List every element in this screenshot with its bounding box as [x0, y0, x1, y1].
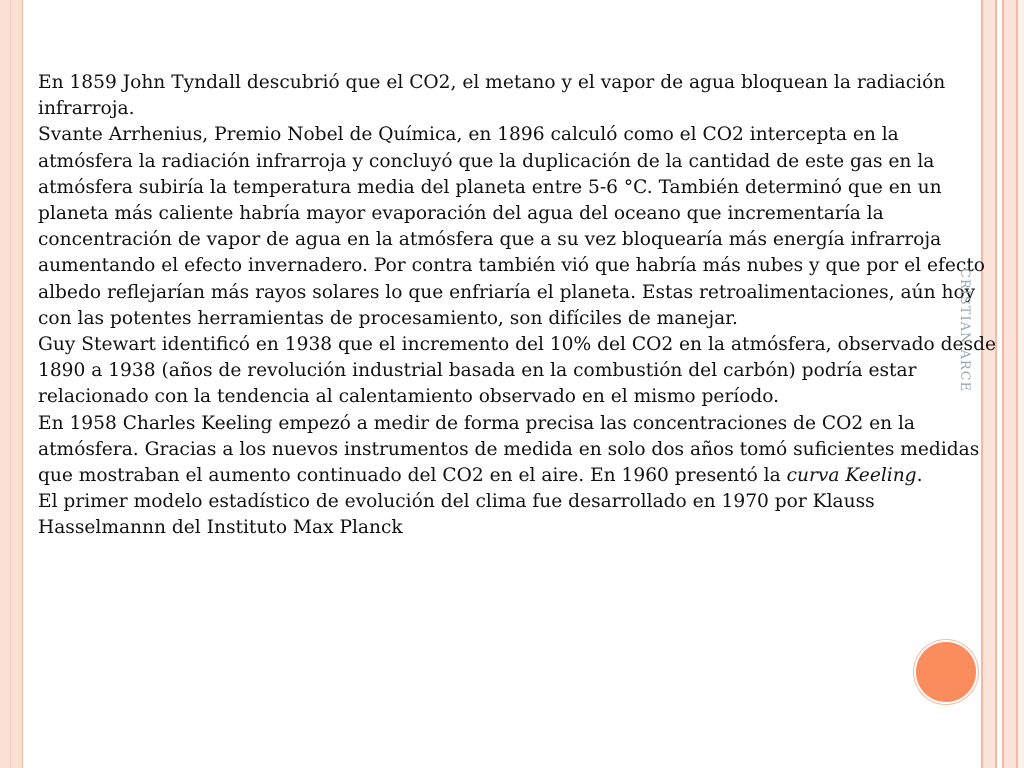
vertical-author-label: CRISTIAN ARCE	[957, 268, 972, 393]
keeling-text: En 1958 Charles Keeling empezó a medir de forma precisa las concentraciones de CO2 en la atmósfera. Gracias a los nuevos instrumentos de medida en solo dos años tomó suficientes medidas que mostraban el aumento continuado del CO2 en el aire. En 1960 presentó la	[38, 412, 980, 487]
paragraph-stewart: Guy Stewart identificó en 1938 que el incremento del 10% del CO2 en la atmósfera, observado desde 1890 a 1938 (años de revolución industrial basada en la combustión del carbón) podría estar relacionado con la tendencia al calentamiento observado en el mismo período.	[38, 334, 996, 408]
slide-body	[38, 70, 996, 542]
keeling-curve-term: curva Keeling	[786, 465, 917, 487]
paragraph-tyndall: En 1859 John Tyndall descubrió que el CO2, el metano y el vapor de agua bloquean la radiación infrarroja.	[38, 72, 946, 120]
paragraph-keeling	[38, 411, 996, 490]
left-border-line	[10, 0, 11, 768]
paragraph-arrhenius: Svante Arrhenius, Premio Nobel de Química, en 1896 calculó como el CO2 intercepta en la atmósfera la radiación infrarroja y concluyó que la duplicación de la cantidad de este gas en la atmósfera subiría la temperatura media del planeta entre 5-6 °C. También determinó que en un planeta más caliente habría mayor evaporación del agua del oceano que incrementaría la concentración de vapor de agua en la atmósfera que a su vez bloquearía más energía infrarroja aumentando el efecto invernadero. Por contra también vió que habría más nubes y que por el efecto albedo reflejarían más rayos solares lo que enfriaría el planeta. Estas retroalimentaciones, aún hoy con las potentes herramientas de procesamiento, son difíciles de manejar.	[38, 124, 985, 329]
orange-circle-decoration	[914, 640, 978, 704]
keeling-text-end: .	[916, 465, 923, 487]
left-decorative-border	[0, 0, 23, 768]
paragraph-hasselmann: El primer modelo estadístico de evolución del clima fue desarrollado en 1970 por Klauss Hasselmannn del Instituto Max Planck	[38, 491, 875, 539]
